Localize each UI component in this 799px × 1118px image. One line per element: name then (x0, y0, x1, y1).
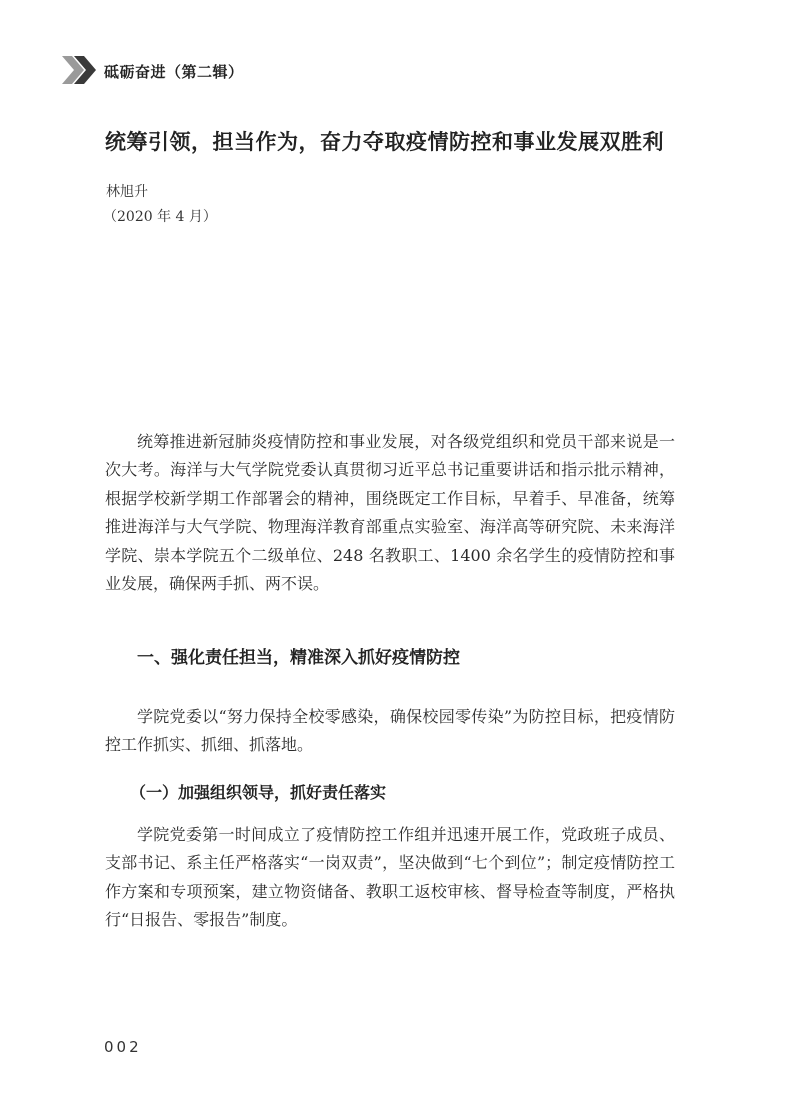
sub-heading: （一）加强组织领导，抓好责任落实 (130, 783, 387, 802)
article-title: 统筹引领，担当作为，奋力夺取疫情防控和事业发展双胜利 (105, 130, 664, 154)
paragraph-subsection: 学院党委第一时间成立了疫情防控工作组并迅速开展工作，党政班子成员、支部书记、系主任严格落实“一岗双责”，坚决做到“七个到位”；制定疫情防控工作方案和专项预案，建立物资储备、教职工返校审核、督导检查等制度，严格执行“日报告、零报告”制度。 (105, 825, 675, 930)
article-date: （2020 年 4 月） (103, 209, 217, 225)
section-heading: 一、强化责任担当，精准深入抓好疫情防控 (137, 648, 460, 668)
page-number: 002 (104, 1038, 142, 1056)
paragraph-section-intro: 学院党委以“努力保持全校零感染，确保校园零传染”为防控目标，把疫情防控工作抓实、抓细、抓落地。 (105, 707, 675, 755)
author-name: 林旭升 (106, 184, 148, 200)
double-chevron-right-icon (60, 50, 100, 90)
book-title: 砥砺奋进（第二辑） (104, 63, 244, 81)
paragraph-intro: 统筹推进新冠肺炎疫情防控和事业发展，对各级党组织和党员干部来说是一次大考。海洋与大气学院党委认真贯彻习近平总书记重要讲话和指示批示精神，根据学校新学期工作部署会的精神，围绕既定工作目标，早着手、早准备，统筹推进海洋与大气学院、物理海洋教育部重点实验室、海洋高等研究院、未来海洋学院、崇本学院五个二级单位、248 名教职工、1400 余名学生的疫情防控和事业发展，确保两手抓、两不误。 (105, 432, 675, 594)
